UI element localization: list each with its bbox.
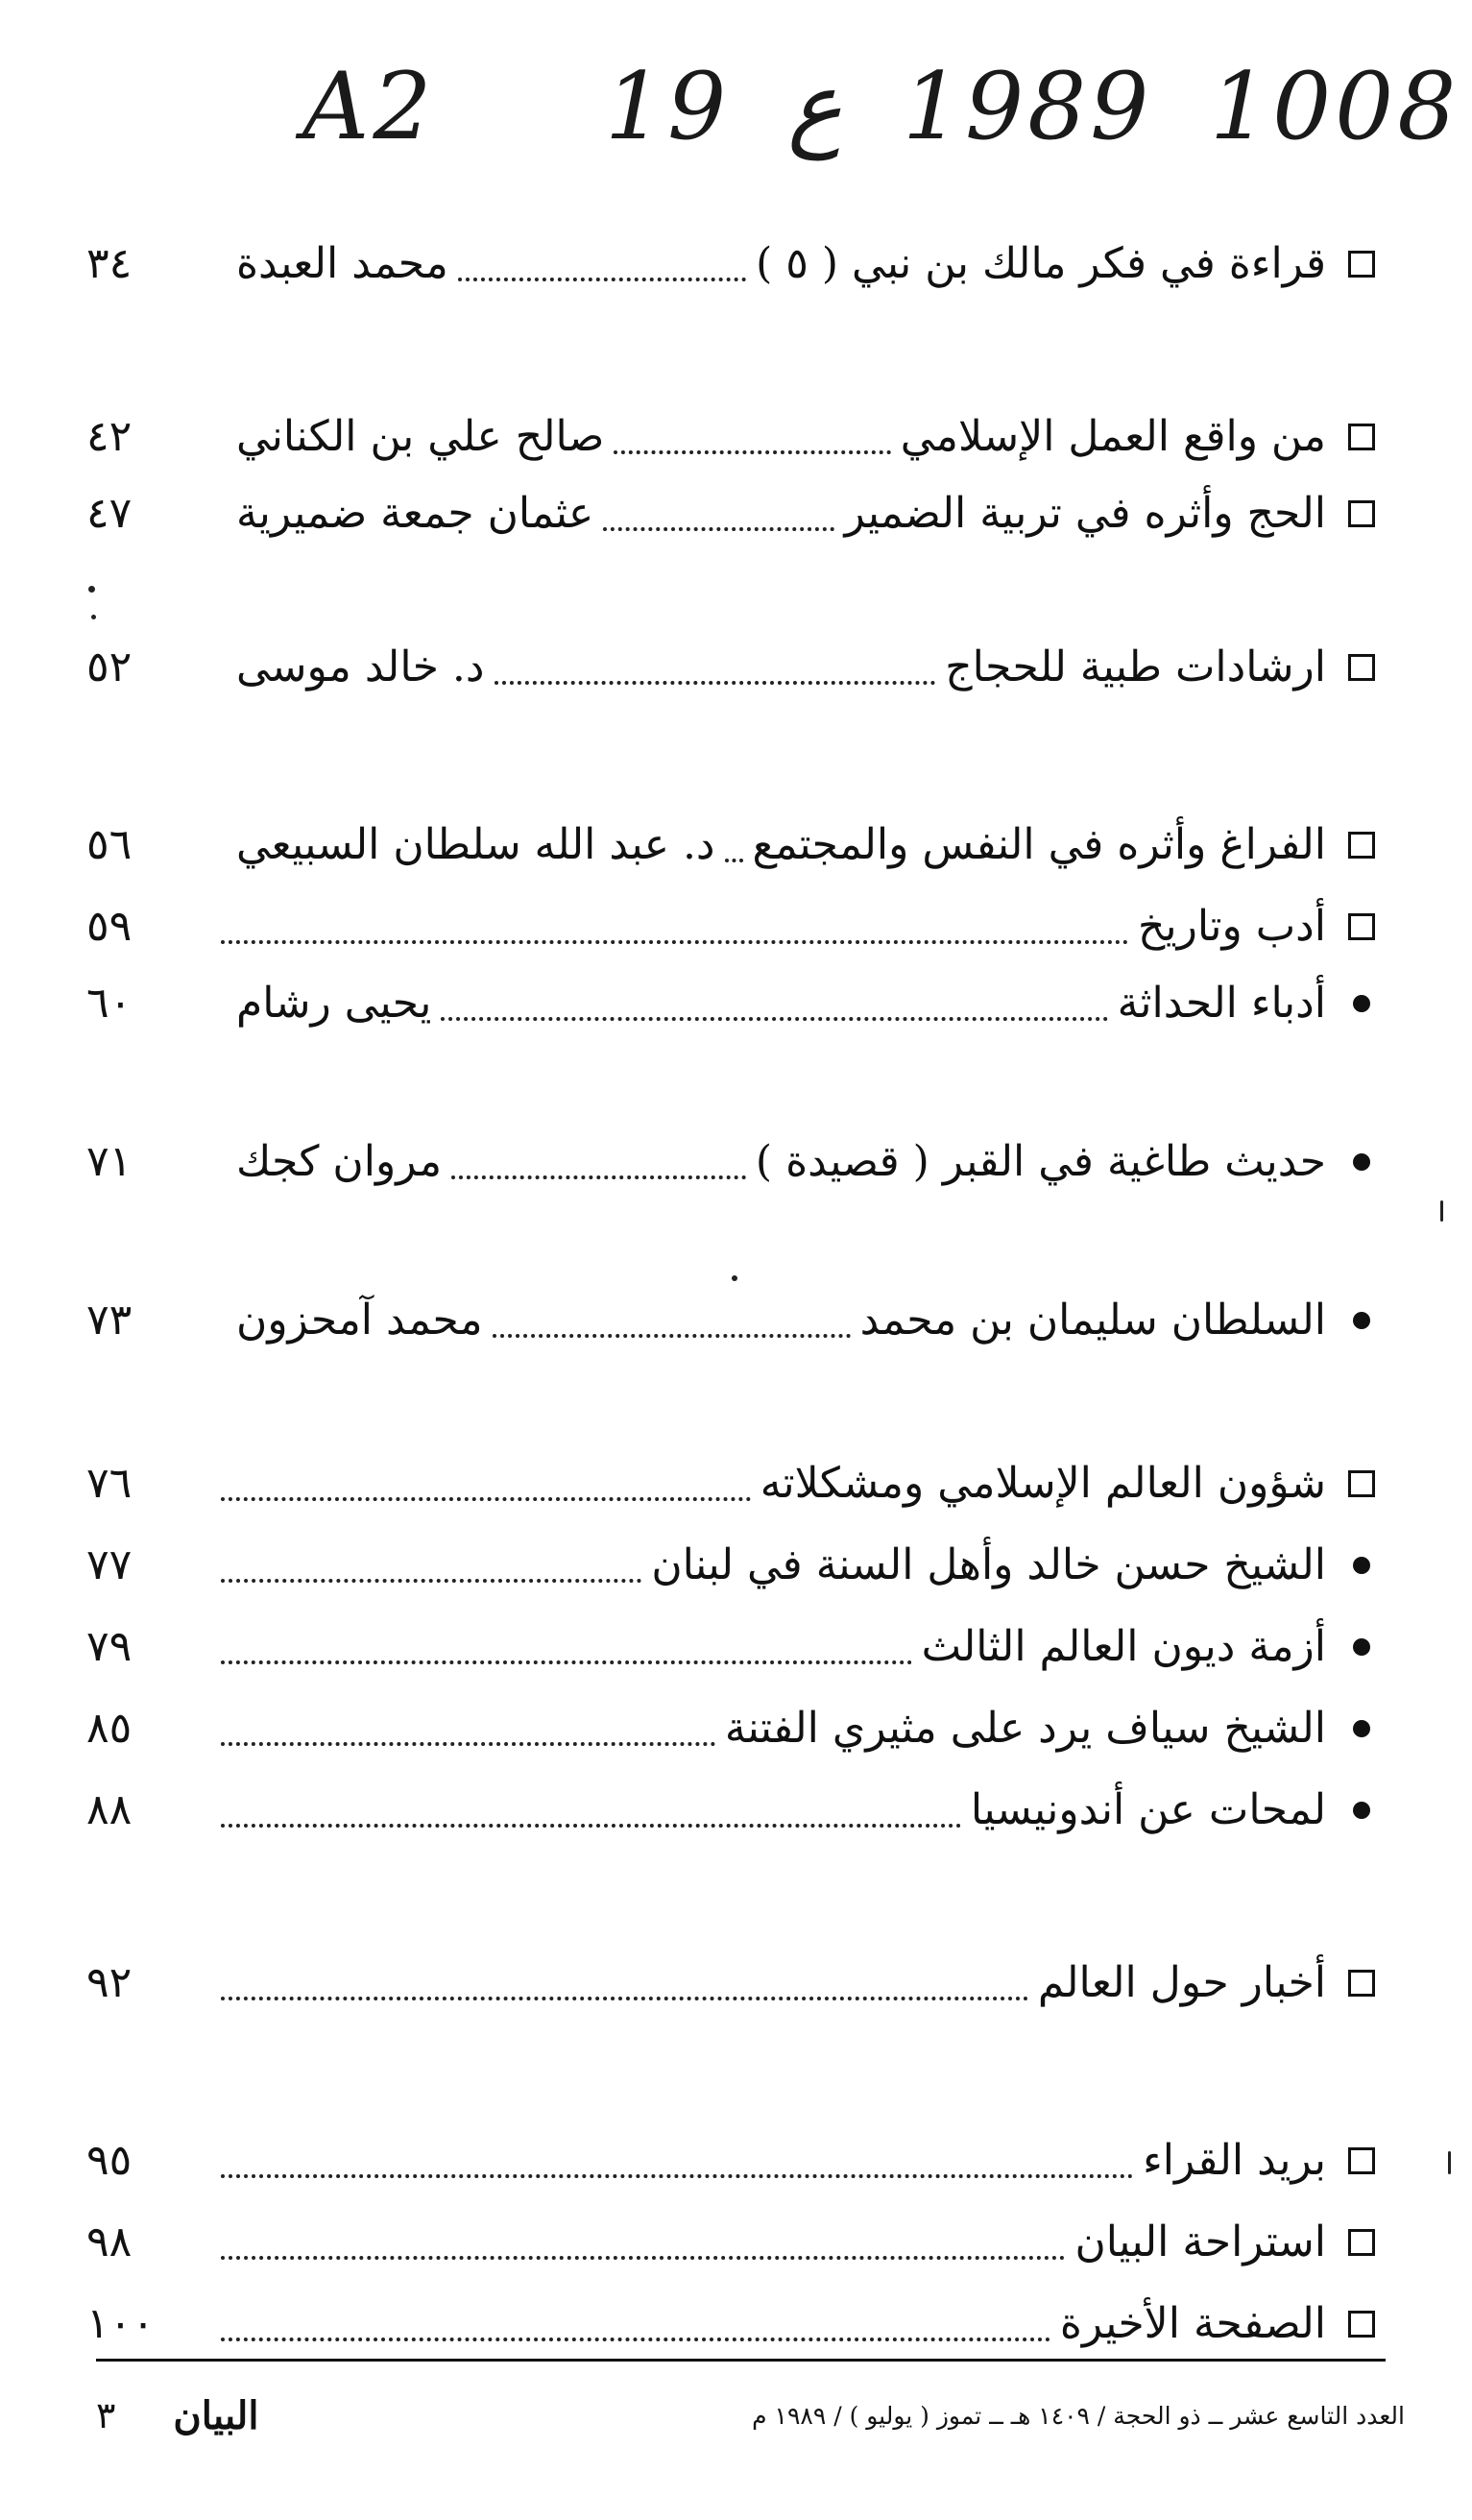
toc-entry[interactable]: [86, 812, 1386, 879]
toc-sub-entry[interactable]: [86, 1695, 1386, 1762]
toc-entry-page: ٣٤: [86, 239, 133, 288]
toc-sub-entry[interactable]: [86, 1613, 1386, 1681]
dot-leader: [458, 274, 746, 281]
toc-entry[interactable]: [86, 634, 1386, 701]
handwritten-code: A2: [302, 53, 436, 160]
bullet-icon: [1338, 1312, 1386, 1329]
toc-entry-title: الشيخ سياف يرد على مثيري الفتنة: [724, 1704, 1326, 1753]
toc-entry-page: ١٠٠: [86, 2299, 155, 2348]
footer-divider: [96, 2359, 1386, 2362]
toc-entry-title: الصفحة الأخيرة: [1059, 2299, 1326, 2348]
dot-leader: [221, 1738, 715, 1746]
toc-sub-entry[interactable]: [86, 1128, 1386, 1196]
toc-entry-page: ٥٩: [86, 902, 133, 951]
dot-leader: [221, 1575, 641, 1583]
checkbox-square-icon: [1338, 424, 1386, 450]
toc-entry-page: ٧١: [86, 1137, 133, 1186]
handwritten-note: [288, 53, 1460, 178]
toc-entry-page: ٧٩: [86, 1622, 133, 1671]
dot-leader: [221, 2252, 1065, 2260]
checkbox-square-icon: [1338, 2311, 1386, 2338]
toc-entry-title: بريد القراء: [1143, 2136, 1326, 2185]
checkbox-square-icon: [1338, 1470, 1386, 1497]
toc-sub-entry[interactable]: [86, 1287, 1386, 1354]
handwritten-year: 1989: [903, 53, 1153, 160]
handwritten-day: 19: [605, 53, 731, 160]
toc-entry-title: أخبار حول العالم: [1037, 1958, 1326, 2007]
toc-entry[interactable]: [86, 1950, 1386, 2017]
checkbox-square-icon: [1338, 2147, 1386, 2174]
bullet-icon: [1338, 995, 1386, 1012]
dot-leader: [493, 1330, 851, 1338]
toc-entry-page: ٧٧: [86, 1540, 133, 1589]
dot-leader: [451, 1172, 746, 1179]
toc-entry-title: ارشادات طبية للحجاج: [945, 642, 1326, 691]
toc-entry-page: ٧٦: [86, 1459, 133, 1508]
magazine-name: البيان: [173, 2392, 259, 2438]
checkbox-square-icon: [1338, 500, 1386, 527]
issue-info: العدد التاسع عشر ــ ذو الحجة / ١٤٠٩ هـ ــ تموز ( يوليو ) / ١٩٨٩ م: [752, 2401, 1405, 2430]
bullet-icon: [1338, 1557, 1386, 1574]
toc-entry-page: ٩٨: [86, 2217, 133, 2266]
bullet-icon: [1338, 1153, 1386, 1171]
toc-entry-page: ٩٢: [86, 1958, 133, 2007]
checkbox-square-icon: [1338, 2229, 1386, 2256]
footer-page-number: ٣: [96, 2394, 116, 2436]
toc-entry-page: ٧٣: [86, 1296, 133, 1345]
toc-entry-author: صالح علي بن الكناني: [236, 412, 605, 461]
scan-speck: [732, 1275, 737, 1281]
bullet-icon: [1338, 1638, 1386, 1656]
toc-entry-page: ٥٢: [86, 642, 133, 691]
dot-leader: [614, 447, 890, 454]
bullet-icon: [1338, 1720, 1386, 1737]
toc-entry-title: قراءة في فكر مالك بن نبي ( ٥ ): [756, 239, 1326, 288]
dot-leader: [221, 936, 1128, 944]
checkbox-square-icon: [1338, 251, 1386, 278]
toc-entry-page: ٤٧: [86, 489, 133, 538]
toc-sub-entry[interactable]: [86, 1532, 1386, 1599]
toc-entry-title: حديث طاغية في القبر ( قصيدة ): [755, 1137, 1326, 1186]
dot-leader: [603, 523, 834, 531]
dot-leader: [495, 677, 936, 685]
toc-entry-author: محمد العبدة: [236, 239, 448, 288]
toc-section-heading[interactable]: [86, 893, 1386, 960]
scan-speck: [1440, 1200, 1443, 1222]
toc-entry-title: الشيخ حسن خالد وأهل السنة في لبنان: [651, 1540, 1326, 1589]
scan-speck: [1448, 2151, 1451, 2174]
toc-entry[interactable]: [86, 2127, 1386, 2194]
toc-entry-title: استراحة البيان: [1074, 2217, 1326, 2266]
toc-entry[interactable]: [86, 403, 1386, 471]
toc-entry-page: ٤٢: [86, 412, 133, 461]
dot-leader: [221, 2334, 1050, 2341]
bullet-icon: [1338, 1802, 1386, 1819]
toc-entry-title: لمحات عن أندونيسيا: [970, 1785, 1326, 1834]
toc-sub-entry[interactable]: [86, 970, 1386, 1037]
toc-entry-page: ٥٦: [86, 820, 133, 869]
scan-speck: [88, 586, 95, 593]
toc-entry-title: أزمة ديون العالم الثالث: [921, 1622, 1326, 1671]
toc-entry-author: محمد آمحزون: [236, 1296, 483, 1345]
toc-entry-page: ٨٥: [86, 1704, 133, 1753]
toc-entry-title: السلطان سليمان بن محمد: [859, 1296, 1326, 1345]
toc-entry[interactable]: [86, 230, 1386, 298]
checkbox-square-icon: [1338, 832, 1386, 859]
dot-leader: [221, 2170, 1133, 2178]
toc-entry-author: مروان كجك: [236, 1137, 443, 1186]
toc-entry-title: أدب وتاريخ: [1137, 902, 1326, 951]
toc-entry-author: عثمان جمعة ضميرية: [236, 489, 594, 538]
dot-leader: [221, 1657, 912, 1664]
toc-entry-author: د. عبد الله سلطان السبيعي: [236, 820, 715, 869]
toc-entry-title: أدباء الحداثة: [1117, 979, 1326, 1028]
toc-entry-page: ٩٥: [86, 2136, 133, 2185]
toc-entry-title: شؤون العالم الإسلامي ومشكلاته: [760, 1459, 1326, 1508]
dot-leader: [441, 1013, 1107, 1021]
checkbox-square-icon: [1338, 1970, 1386, 1997]
toc-entry-page: ٦٠: [86, 979, 133, 1028]
toc-entry-page: ٨٨: [86, 1785, 133, 1834]
toc-entry-author: د. خالد موسى: [236, 642, 485, 691]
toc-section-heading[interactable]: [86, 1450, 1386, 1517]
handwritten-letter: ع: [787, 53, 843, 160]
scan-speck: [91, 615, 96, 619]
toc-sub-entry[interactable]: [86, 1777, 1386, 1844]
toc-entry-title: الفراغ وأثره في النفس والمجتمع: [752, 820, 1326, 869]
toc-entry-title: الحج وأثره في تربية الضمير: [844, 489, 1326, 538]
toc-entry-author: يحيى رشام: [236, 979, 432, 1028]
checkbox-square-icon: [1338, 654, 1386, 681]
checkbox-square-icon: [1338, 913, 1386, 940]
toc-entry-title: من واقع العمل الإسلامي: [900, 412, 1326, 461]
handwritten-number: 1008: [1210, 53, 1460, 160]
dot-leader: [221, 1993, 1028, 2000]
page-footer: [96, 2387, 1405, 2444]
dot-leader: [221, 1493, 751, 1501]
toc-entry[interactable]: [86, 480, 1386, 547]
toc-entry[interactable]: [86, 2290, 1386, 2358]
toc-entry[interactable]: [86, 2209, 1386, 2276]
dot-leader: [725, 855, 743, 862]
dot-leader: [221, 1820, 961, 1828]
